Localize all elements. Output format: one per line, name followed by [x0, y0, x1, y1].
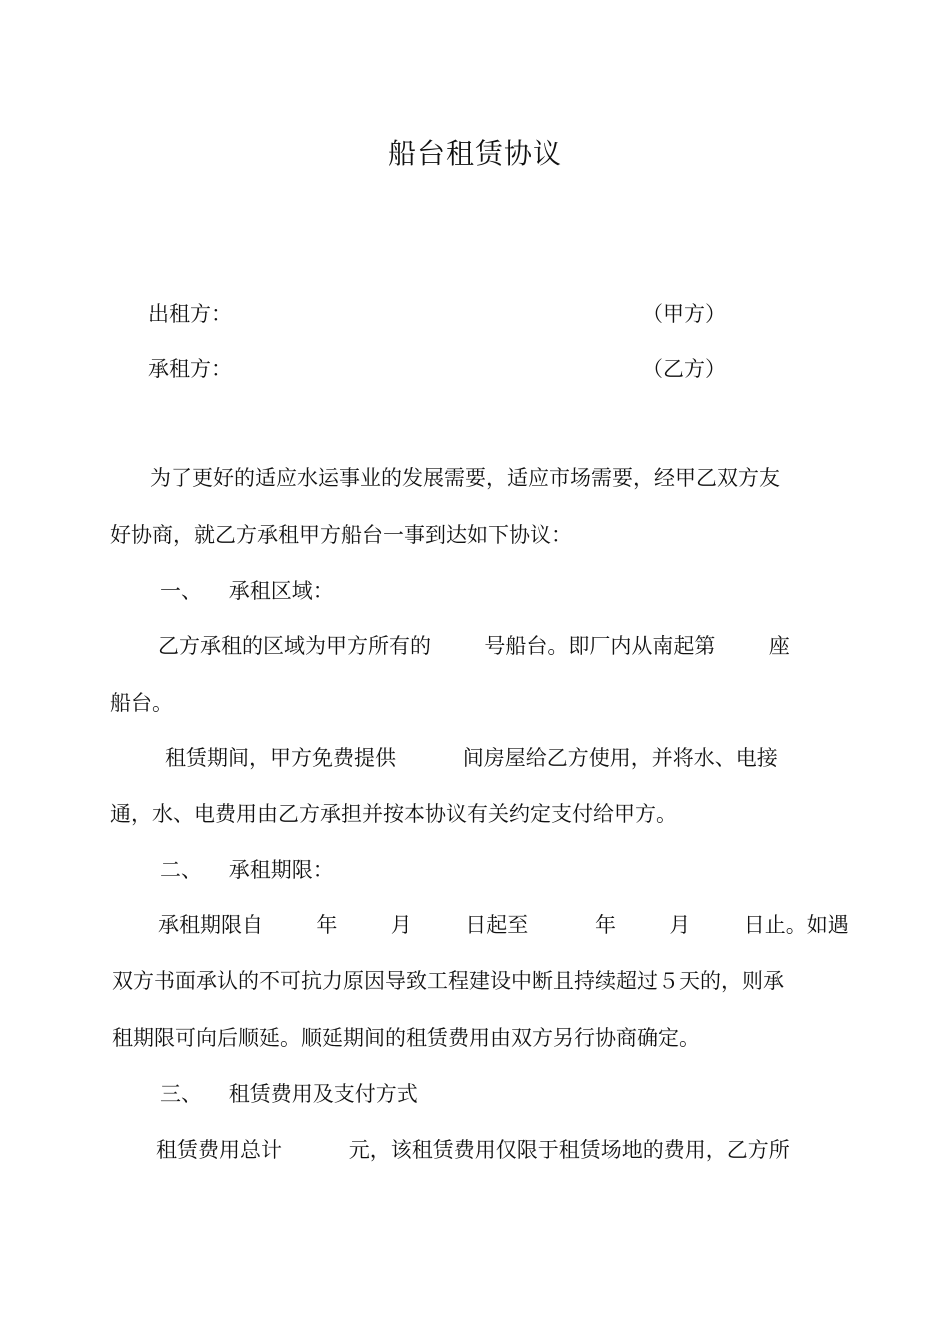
section-heading: 三、 租赁费用及支付方式: [160, 1082, 418, 1106]
section-heading: 一、 承租区域：: [160, 579, 334, 603]
body-line: 好协商，就乙方承租甲方船台一事到达如下协议：: [110, 523, 572, 547]
lessor-tag: （甲方）: [642, 302, 726, 326]
lessee-tag: （乙方）: [642, 357, 726, 381]
section-heading: 二、 承租期限：: [160, 858, 334, 882]
body-line: 双方书面承认的不可抗力原因导致工程建设中断且持续超过５天的，则承: [112, 969, 784, 993]
body-line: 为了更好的适应水运事业的发展需要，适应市场需要，经甲乙双方友: [150, 466, 780, 490]
body-line: 租期限可向后顺延。顺延期间的租赁费用由双方另行协商确定。: [112, 1026, 700, 1050]
body-line: 通，水、电费用由乙方承担并按本协议有关约定支付给甲方。: [110, 802, 677, 826]
body-line: 乙方承租的区域为甲方所有的 号船台。即厂内从南起第 座: [158, 634, 790, 658]
document-title: 船台租赁协议: [387, 137, 562, 170]
lessee-label: 承租方：: [148, 357, 232, 381]
body-line: 承租期限自 年 月 日起至 年 月 日止。如遇: [158, 913, 849, 937]
body-line: 租赁费用总计 元，该租赁费用仅限于租赁场地的费用，乙方所: [156, 1138, 790, 1162]
lessor-label: 出租方：: [148, 302, 232, 326]
body-line: 租赁期间，甲方免费提供 间房屋给乙方使用，并将水、电接: [165, 746, 778, 770]
body-line: 船台。: [110, 691, 173, 715]
